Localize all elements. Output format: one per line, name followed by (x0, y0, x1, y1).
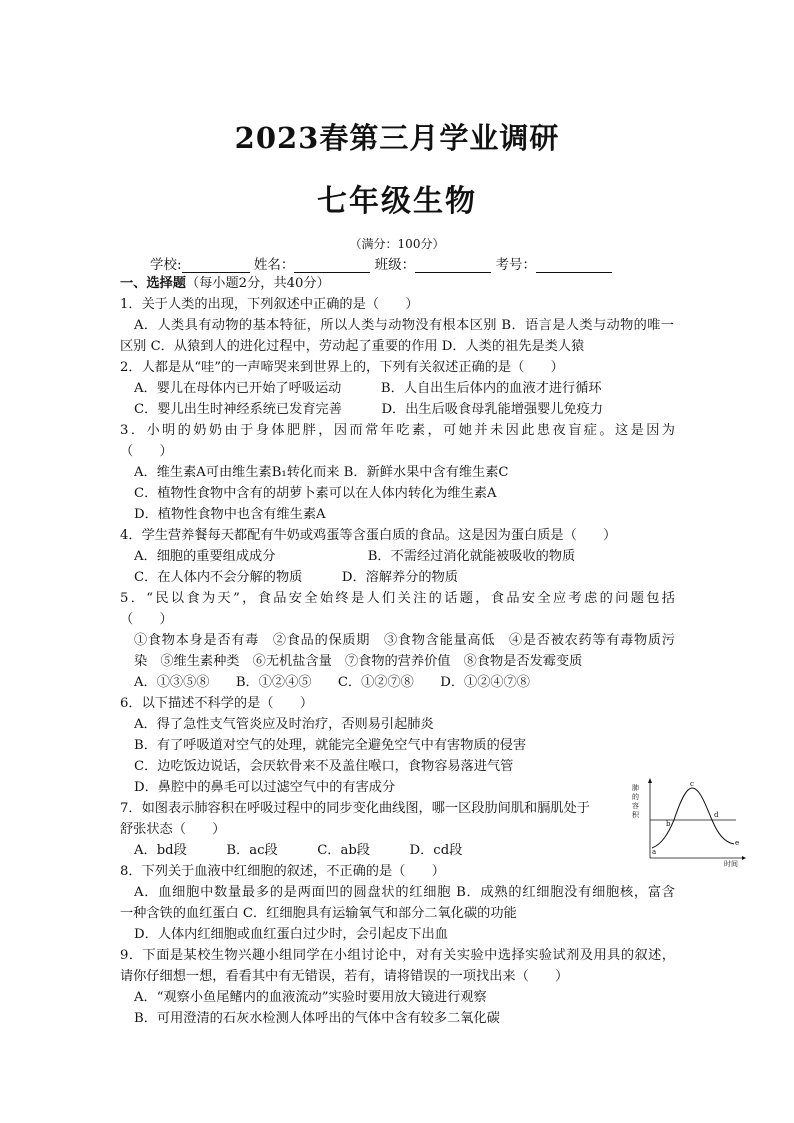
class-field[interactable] (415, 258, 491, 273)
option-line: D．植物性食物中也含有维生素A (134, 507, 326, 522)
score-note: （满分：100分） (349, 237, 445, 251)
question-8: 8．下列关于血液中红细胞的叙述，不正确的是（ ） (120, 864, 445, 879)
section-heading (120, 274, 330, 294)
option-line: A．婴儿在母体内已开始了呼吸运动 B．人自出生后体内的血液才进行循环 (134, 381, 602, 396)
answer-paren: （ ） (120, 444, 173, 459)
option-line: ①食物本身是否有毒 ②食品的保质期 ③食物含能量高低 ④是否被农药等有毒物质污 (134, 633, 675, 648)
point-b: b (666, 820, 671, 828)
section-heading-bold: 一、选择题 (120, 276, 186, 291)
lung-volume-svg (628, 778, 746, 868)
question-9-cont: 请你仔细想一想，看看其中有无错误，若有，请将错误的一项找出来（ ） (120, 969, 569, 984)
option-line: C．婴儿出生时神经系统已发育完善 D．出生后吸食母乳能增强婴儿免疫力 (134, 402, 604, 417)
option-line: D．鼻腔中的鼻毛可以过滤空气中的有害成分 (134, 780, 396, 795)
point-e: e (735, 839, 740, 847)
lung-volume-graph (628, 778, 746, 868)
question-5: 5．“民以食为天”，食品安全始终是人们关注的话题，食品安全应考虑的问题包括 (120, 591, 675, 606)
exam-no-label: 考号： (495, 257, 536, 273)
section-heading-text (120, 276, 330, 291)
name-field[interactable] (294, 258, 370, 273)
option-line: 染 ⑤维生素种类 ⑥无机盐含量 ⑦食物的营养价值 ⑧食物是否发霉变质 (134, 654, 583, 669)
point-d: d (714, 811, 719, 819)
option-line: A．细胞的重要组成成分 B．不需经过消化就能被吸收的物质 (134, 549, 576, 564)
name-label: 姓名： (253, 257, 295, 273)
ylabel-3: 容 (632, 802, 639, 810)
option-line: A．得了急性支气管炎应及时治疗，否则易引起肺炎 (134, 717, 434, 732)
y-axis-arrow (648, 778, 652, 783)
ylabel-2: 的 (632, 793, 639, 801)
option-line: C．植物性食物中含有的胡萝卜素可以在人体内转化为维生素A (134, 486, 497, 501)
question-7-cont: 舒张状态（ ） (120, 822, 226, 837)
question-1: 1．关于人类的出现，下列叙述中正确的是（ ） (120, 297, 419, 312)
question-6: 6．以下描述不科学的是（ ） (120, 696, 314, 711)
option-line: B．可用澄清的石灰水检测人体呼出的气体中含有较多二氧化碳 (134, 1011, 500, 1026)
point-c: c (690, 780, 694, 788)
answer-paren: （ ） (120, 612, 173, 627)
class-label: 班级： (374, 257, 416, 273)
student-info-row (150, 253, 612, 273)
option-line: A．bd段 B．ac段 C．ab段 D．cd段 (134, 843, 463, 858)
option-line: D．人体内红细胞或血红蛋白过少时，会引起皮下出血 (134, 927, 448, 942)
x-axis-arrow (742, 856, 746, 860)
ylabel-1: 肺 (632, 784, 639, 792)
page-title: 2023春第三月学业调研 (234, 121, 560, 155)
section-heading-rest: （每小题2分，共40分） (185, 276, 330, 291)
question-3: 3．小明的奶奶由于身体肥胖，因而常年吃素，可她并未因此患夜盲症。这是因为 (120, 423, 675, 438)
option-line: C．在人体内不会分解的物质 D．溶解养分的物质 (134, 570, 458, 585)
option-line: 区别 C．从猿到人的进化过程中，劳动起了重要的作用 D．人类的祖先是类人猿 (120, 339, 585, 354)
option-line: A．人类具有动物的基本特征，所以人类与动物没有根本区别 B．语言是人类与动物的唯一 (134, 318, 674, 333)
option-line: B．有了呼吸道对空气的处理，就能完全避免空气中有害物质的侵害 (134, 738, 527, 753)
question-9: 9．下面是某校生物兴趣小组同学在小组讨论中，对有关实验中选择实验试剂及用具的叙述， (120, 948, 675, 963)
option-line: A．维生素A可由维生素B₁转化而来 B．新鲜水果中含有维生素C (134, 465, 509, 480)
ylabel-4: 积 (632, 811, 639, 819)
option-line: A．血细胞中数量最多的是两面凹的圆盘状的红细胞 B．成熟的红细胞没有细胞核，富含 (134, 885, 675, 900)
option-line: A．“观察小鱼尾鳍内的血液流动”实验时要用放大镜进行观察 (134, 990, 487, 1005)
volume-curve (652, 788, 734, 848)
question-7: 7．如图表示肺容积在呼吸过程中的同步变化曲线图，哪一区段肋间肌和膈肌处于 (120, 801, 590, 816)
option-line: 一种含铁的血红蛋白 C．红细胞具有运输氧气和部分二氧化碳的功能 (120, 906, 517, 921)
point-a: a (652, 848, 657, 856)
school-field[interactable] (182, 258, 250, 273)
option-line: A．①③⑤⑧ B．①②④⑤ C．①②⑦⑧ D．①②④⑦⑧ (134, 675, 530, 690)
exam-no-field[interactable] (536, 258, 612, 273)
question-4: 4．学生营养餐每天都配有牛奶或鸡蛋等含蛋白质的食品。这是因为蛋白质是（ ） (120, 528, 617, 543)
question-2: 2．人都是从“哇”的一声啼哭来到世界上的，下列有关叙述正确的是（ ） (120, 360, 564, 375)
page-subtitle: 七年级生物 (317, 184, 477, 219)
xlabel: 时间 (724, 860, 738, 868)
option-line: C．边吃饭边说话，会厌软骨来不及盖住喉口，食物容易落进气管 (134, 759, 514, 774)
school-label: 学校: (150, 257, 182, 273)
